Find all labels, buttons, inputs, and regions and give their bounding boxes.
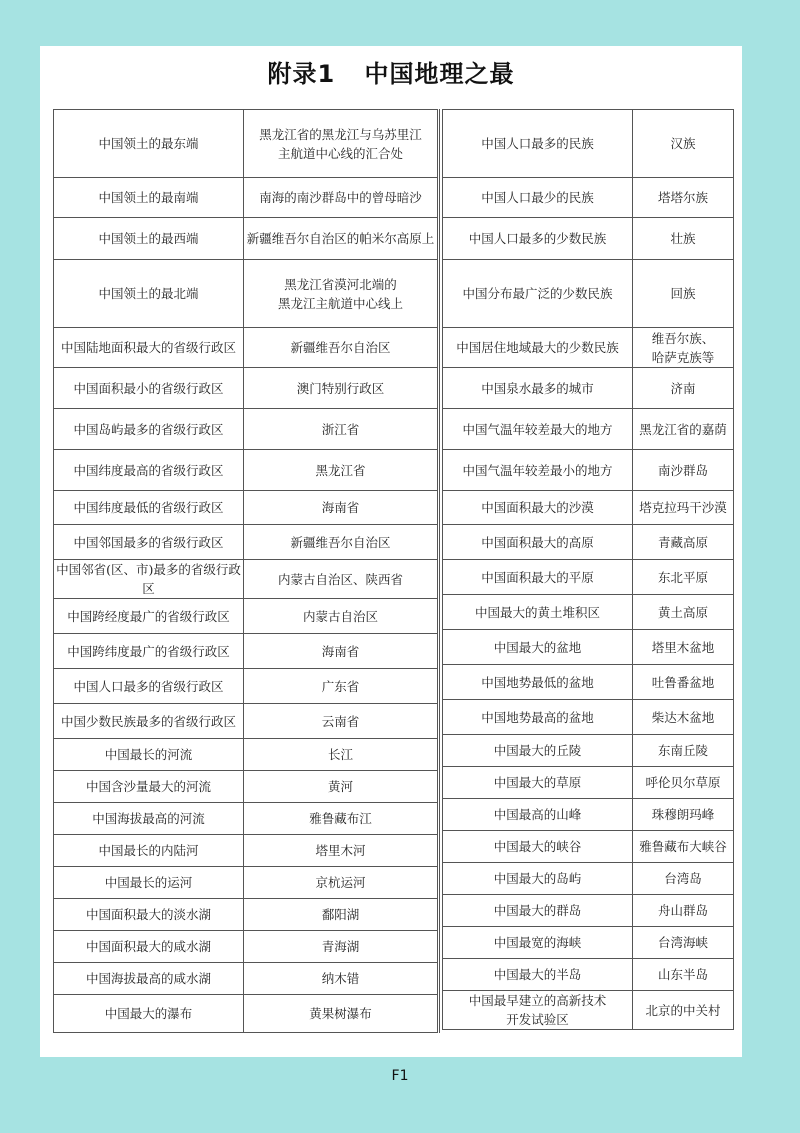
cell-line: 中国最大的岛屿 bbox=[493, 871, 582, 886]
cell-line: 舟山群岛 bbox=[657, 903, 708, 918]
cell-line: 中国最大的草原 bbox=[493, 775, 582, 790]
page-title bbox=[40, 54, 742, 94]
fact-answer-cell bbox=[633, 409, 734, 450]
fact-item-cell: 中国最长的内陆河 bbox=[54, 835, 244, 867]
cell-line: 黄河 bbox=[327, 779, 353, 794]
fact-answer-cell bbox=[633, 959, 734, 991]
cell-line: 中国人口最多的民族 bbox=[481, 136, 594, 151]
cell-line: 鄱阳湖 bbox=[321, 907, 360, 922]
table-row bbox=[443, 831, 734, 863]
cell-line: 维吾尔族、 bbox=[651, 330, 715, 346]
fact-answer-cell bbox=[244, 899, 439, 931]
cell-line: 黄土高原 bbox=[657, 604, 708, 620]
fact-answer-cell bbox=[244, 771, 439, 803]
fact-item-cell bbox=[443, 630, 633, 665]
fact-answer-cell bbox=[633, 328, 734, 368]
fact-item-cell bbox=[443, 260, 633, 328]
fact-answer-cell bbox=[244, 634, 439, 669]
table-row bbox=[443, 895, 734, 927]
fact-answer-cell bbox=[244, 669, 439, 704]
table-row bbox=[443, 178, 734, 218]
fact-item-cell bbox=[443, 799, 633, 831]
fact-answer-cell bbox=[633, 368, 734, 409]
appendix-number: 附录1 bbox=[267, 60, 336, 88]
cell-line: 北京的中关村 bbox=[645, 1002, 721, 1018]
table-row bbox=[54, 368, 439, 409]
cell-line: 云南省 bbox=[321, 713, 360, 729]
fact-answer-cell bbox=[633, 767, 734, 799]
table-row bbox=[443, 927, 734, 959]
fact-item-cell: 中国领土的最西端 bbox=[54, 218, 244, 260]
cell-line: 中国最大的群岛 bbox=[493, 903, 582, 918]
fact-answer-cell bbox=[633, 110, 734, 178]
fact-item-cell: 中国陆地面积最大的省级行政区 bbox=[54, 328, 244, 368]
cell-line: 新疆维吾尔自治区 bbox=[290, 534, 391, 550]
fact-answer-cell bbox=[244, 450, 439, 491]
cell-line: 广东省 bbox=[321, 678, 360, 694]
cell-line: 汉族 bbox=[670, 136, 696, 151]
fact-item-cell: 中国最长的运河 bbox=[54, 867, 244, 899]
table-row bbox=[54, 450, 439, 491]
fact-item-cell: 中国少数民族最多的省级行政区 bbox=[54, 704, 244, 739]
cell-line: 塔塔尔族 bbox=[657, 190, 708, 205]
fact-answer-cell bbox=[244, 599, 439, 634]
fact-item-cell bbox=[443, 991, 633, 1030]
fact-answer-cell bbox=[244, 260, 439, 328]
right-facts-table bbox=[442, 109, 734, 1030]
table-row bbox=[54, 739, 439, 771]
table-row bbox=[54, 178, 439, 218]
cell-line: 内蒙古自治区 bbox=[302, 608, 378, 624]
table-row bbox=[443, 409, 734, 450]
table-row bbox=[443, 959, 734, 991]
table-row bbox=[443, 491, 734, 525]
table-row bbox=[54, 995, 439, 1033]
cell-line: 呼伦贝尔草原 bbox=[645, 775, 721, 790]
cell-line: 山东半岛 bbox=[657, 967, 708, 982]
cell-line: 柴达木盆地 bbox=[651, 709, 715, 725]
fact-answer-cell bbox=[633, 218, 734, 260]
fact-item-cell: 中国领土的最东端 bbox=[54, 110, 244, 178]
cell-line: 黑龙江省漠河北端的 bbox=[284, 276, 397, 292]
table-row bbox=[54, 835, 439, 867]
cell-line: 海南省 bbox=[321, 500, 360, 515]
table-row bbox=[443, 735, 734, 767]
table-row bbox=[54, 491, 439, 525]
cell-line: 海南省 bbox=[321, 643, 360, 659]
fact-item-cell bbox=[443, 368, 633, 409]
cell-line: 哈萨克族等 bbox=[651, 349, 715, 365]
fact-item-cell bbox=[443, 525, 633, 560]
fact-item-cell: 中国海拔最高的咸水湖 bbox=[54, 963, 244, 995]
fact-item-cell bbox=[443, 491, 633, 525]
table-row bbox=[54, 634, 439, 669]
fact-answer-cell bbox=[633, 260, 734, 328]
table-row bbox=[443, 595, 734, 630]
fact-item-cell: 中国面积最大的咸水湖 bbox=[54, 931, 244, 963]
fact-item-cell bbox=[443, 110, 633, 178]
fact-item-cell bbox=[443, 767, 633, 799]
table-row bbox=[443, 799, 734, 831]
cell-line: 中国最大的半岛 bbox=[493, 967, 582, 982]
page-number: F1 bbox=[391, 1068, 409, 1084]
table-row bbox=[443, 560, 734, 595]
cell-line: 主航道中心线的汇合处 bbox=[277, 145, 403, 161]
fact-answer-cell bbox=[244, 867, 439, 899]
fact-item-cell bbox=[443, 831, 633, 863]
cell-line: 中国最大的盆地 bbox=[493, 639, 582, 655]
fact-answer-cell bbox=[633, 895, 734, 927]
cell-line: 纳木错 bbox=[321, 971, 360, 986]
table-row bbox=[54, 931, 439, 963]
cell-line: 塔克拉玛干沙漠 bbox=[639, 500, 727, 515]
fact-answer-cell bbox=[244, 110, 439, 178]
fact-answer-cell bbox=[633, 491, 734, 525]
fact-answer-cell bbox=[633, 863, 734, 895]
fact-answer-cell bbox=[244, 218, 439, 260]
cell-line: 中国最早建立的高新技术 bbox=[468, 993, 607, 1008]
cell-line: 中国最大的峡谷 bbox=[493, 839, 582, 854]
fact-item-cell: 中国面积最大的淡水湖 bbox=[54, 899, 244, 931]
fact-answer-cell bbox=[633, 630, 734, 665]
table-row bbox=[443, 450, 734, 491]
table-row bbox=[443, 218, 734, 260]
cell-line: 中国最大的丘陵 bbox=[493, 743, 582, 758]
cell-line: 中国面积最大的平原 bbox=[481, 569, 594, 585]
table-row bbox=[443, 630, 734, 665]
cell-line: 黑龙江省的嘉荫 bbox=[639, 421, 727, 437]
cell-line: 黑龙江省 bbox=[315, 462, 366, 478]
fact-answer-cell bbox=[633, 700, 734, 735]
fact-answer-cell bbox=[633, 799, 734, 831]
fact-answer-cell bbox=[244, 560, 439, 599]
cell-line: 中国居住地域最大的少数民族 bbox=[456, 340, 619, 355]
fact-answer-cell bbox=[244, 178, 439, 218]
fact-answer-cell bbox=[633, 991, 734, 1030]
table-row bbox=[54, 110, 439, 178]
cell-line: 中国气温年较差最大的地方 bbox=[462, 421, 613, 437]
table-row bbox=[443, 328, 734, 368]
cell-line: 浙江省 bbox=[321, 421, 360, 437]
table-row bbox=[54, 867, 439, 899]
table-row bbox=[54, 704, 439, 739]
fact-item-cell: 中国邻省(区、市)最多的省级行政区 bbox=[54, 560, 244, 599]
table-row bbox=[54, 669, 439, 704]
fact-answer-cell bbox=[244, 995, 439, 1033]
table-row bbox=[54, 599, 439, 634]
fact-item-cell bbox=[443, 450, 633, 491]
fact-item-cell bbox=[443, 863, 633, 895]
table-row bbox=[54, 771, 439, 803]
fact-answer-cell bbox=[633, 525, 734, 560]
cell-line: 回族 bbox=[670, 286, 696, 301]
fact-item-cell: 中国海拔最高的河流 bbox=[54, 803, 244, 835]
fact-item-cell bbox=[443, 178, 633, 218]
table-row bbox=[54, 963, 439, 995]
fact-answer-cell bbox=[244, 835, 439, 867]
fact-item-cell: 中国面积最小的省级行政区 bbox=[54, 368, 244, 409]
fact-answer-cell bbox=[633, 927, 734, 959]
fact-answer-cell bbox=[244, 931, 439, 963]
cell-line: 台湾岛 bbox=[664, 871, 702, 886]
cell-line: 南海的南沙群岛中的曾母暗沙 bbox=[259, 190, 422, 205]
cell-line: 珠穆朗玛峰 bbox=[651, 807, 715, 822]
fact-answer-cell bbox=[244, 409, 439, 450]
fact-item-cell: 中国人口最多的省级行政区 bbox=[54, 669, 244, 704]
table-row bbox=[54, 899, 439, 931]
fact-item-cell: 中国跨纬度最广的省级行政区 bbox=[54, 634, 244, 669]
cell-line: 吐鲁番盆地 bbox=[651, 674, 715, 690]
table-row bbox=[443, 767, 734, 799]
fact-answer-cell bbox=[633, 560, 734, 595]
cell-line: 新疆维吾尔自治区 bbox=[290, 340, 391, 355]
cell-line: 南沙群岛 bbox=[657, 462, 708, 478]
cell-line: 开发试验区 bbox=[506, 1012, 569, 1027]
cell-line: 塔里木河 bbox=[315, 843, 366, 858]
fact-answer-cell bbox=[244, 368, 439, 409]
table-row bbox=[54, 560, 439, 599]
table-row bbox=[443, 260, 734, 328]
fact-item-cell bbox=[443, 218, 633, 260]
cell-line: 雅鲁藏布江 bbox=[309, 811, 372, 826]
fact-answer-cell bbox=[244, 803, 439, 835]
cell-line: 中国泉水最多的城市 bbox=[481, 380, 594, 396]
cell-line: 中国人口最少的民族 bbox=[481, 190, 594, 205]
cell-line: 澳门特别行政区 bbox=[296, 380, 385, 396]
fact-item-cell bbox=[443, 328, 633, 368]
table-row bbox=[443, 110, 734, 178]
table-row bbox=[443, 525, 734, 560]
fact-answer-cell bbox=[633, 450, 734, 491]
facts-tables bbox=[53, 109, 733, 1047]
fact-item-cell bbox=[443, 595, 633, 630]
table-row bbox=[54, 409, 439, 450]
fact-answer-cell bbox=[633, 665, 734, 700]
cell-line: 中国最大的黄土堆积区 bbox=[474, 604, 600, 620]
fact-answer-cell bbox=[633, 178, 734, 218]
fact-answer-cell bbox=[633, 595, 734, 630]
cell-line: 京杭运河 bbox=[315, 875, 366, 890]
table-row bbox=[54, 525, 439, 560]
table-row bbox=[443, 368, 734, 409]
fact-item-cell bbox=[443, 700, 633, 735]
appendix-title: 中国地理之最 bbox=[364, 60, 515, 88]
fact-item-cell bbox=[443, 560, 633, 595]
fact-item-cell: 中国领土的最北端 bbox=[54, 260, 244, 328]
cell-line: 黑龙江主航道中心线上 bbox=[277, 295, 403, 311]
fact-answer-cell bbox=[633, 831, 734, 863]
fact-item-cell: 中国纬度最低的省级行政区 bbox=[54, 491, 244, 525]
fact-answer-cell bbox=[244, 963, 439, 995]
fact-item-cell bbox=[443, 665, 633, 700]
table-row bbox=[443, 991, 734, 1030]
fact-item-cell bbox=[443, 409, 633, 450]
table-row bbox=[54, 803, 439, 835]
cell-line: 台湾海峡 bbox=[657, 935, 708, 950]
cell-line: 中国面积最大的沙漠 bbox=[481, 500, 594, 515]
cell-line: 东北平原 bbox=[657, 569, 708, 585]
table-row bbox=[54, 218, 439, 260]
table-row bbox=[443, 863, 734, 895]
fact-answer-cell bbox=[244, 525, 439, 560]
cell-line: 中国最宽的海峡 bbox=[493, 935, 582, 950]
cell-line: 济南 bbox=[670, 380, 696, 396]
cell-line: 黄果树瀑布 bbox=[309, 1006, 372, 1021]
fact-answer-cell bbox=[244, 328, 439, 368]
fact-answer-cell bbox=[244, 491, 439, 525]
cell-line: 内蒙古自治区、陕西省 bbox=[277, 571, 403, 587]
fact-item-cell: 中国最大的瀑布 bbox=[54, 995, 244, 1033]
cell-line: 青海湖 bbox=[321, 939, 360, 954]
cell-line: 塔里木盆地 bbox=[651, 639, 715, 655]
table-row bbox=[443, 665, 734, 700]
fact-item-cell: 中国含沙量最大的河流 bbox=[54, 771, 244, 803]
cell-line: 东南丘陵 bbox=[657, 743, 708, 758]
cell-line: 长江 bbox=[327, 747, 353, 762]
fact-item-cell bbox=[443, 927, 633, 959]
fact-item-cell: 中国跨经度最广的省级行政区 bbox=[54, 599, 244, 634]
page-sheet bbox=[40, 46, 742, 1057]
fact-item-cell bbox=[443, 895, 633, 927]
cell-line: 中国气温年较差最小的地方 bbox=[462, 462, 613, 478]
cell-line: 中国地势最低的盆地 bbox=[481, 674, 594, 690]
cell-line: 雅鲁藏布大峡谷 bbox=[639, 839, 727, 854]
fact-answer-cell bbox=[244, 739, 439, 771]
cell-line: 中国最高的山峰 bbox=[493, 807, 582, 822]
fact-item-cell: 中国最长的河流 bbox=[54, 739, 244, 771]
table-row bbox=[443, 700, 734, 735]
left-facts-table bbox=[53, 109, 440, 1033]
cell-line: 中国地势最高的盆地 bbox=[481, 709, 594, 725]
fact-item-cell bbox=[443, 735, 633, 767]
fact-item-cell: 中国岛屿最多的省级行政区 bbox=[54, 409, 244, 450]
cell-line: 青藏高原 bbox=[657, 534, 708, 550]
fact-item-cell: 中国邻国最多的省级行政区 bbox=[54, 525, 244, 560]
cell-line: 中国人口最多的少数民族 bbox=[468, 231, 607, 246]
table-row bbox=[54, 328, 439, 368]
table-row bbox=[54, 260, 439, 328]
fact-item-cell bbox=[443, 959, 633, 991]
fact-answer-cell bbox=[244, 704, 439, 739]
fact-item-cell: 中国纬度最高的省级行政区 bbox=[54, 450, 244, 491]
cell-line: 中国分布最广泛的少数民族 bbox=[462, 286, 613, 301]
cell-line: 壮族 bbox=[670, 231, 696, 246]
cell-line: 黑龙江省的黑龙江与乌苏里江 bbox=[259, 126, 422, 142]
fact-answer-cell bbox=[633, 735, 734, 767]
cell-line: 新疆维吾尔自治区的帕米尔高原上 bbox=[246, 231, 435, 246]
cell-line: 中国面积最大的高原 bbox=[481, 534, 594, 550]
fact-item-cell: 中国领土的最南端 bbox=[54, 178, 244, 218]
